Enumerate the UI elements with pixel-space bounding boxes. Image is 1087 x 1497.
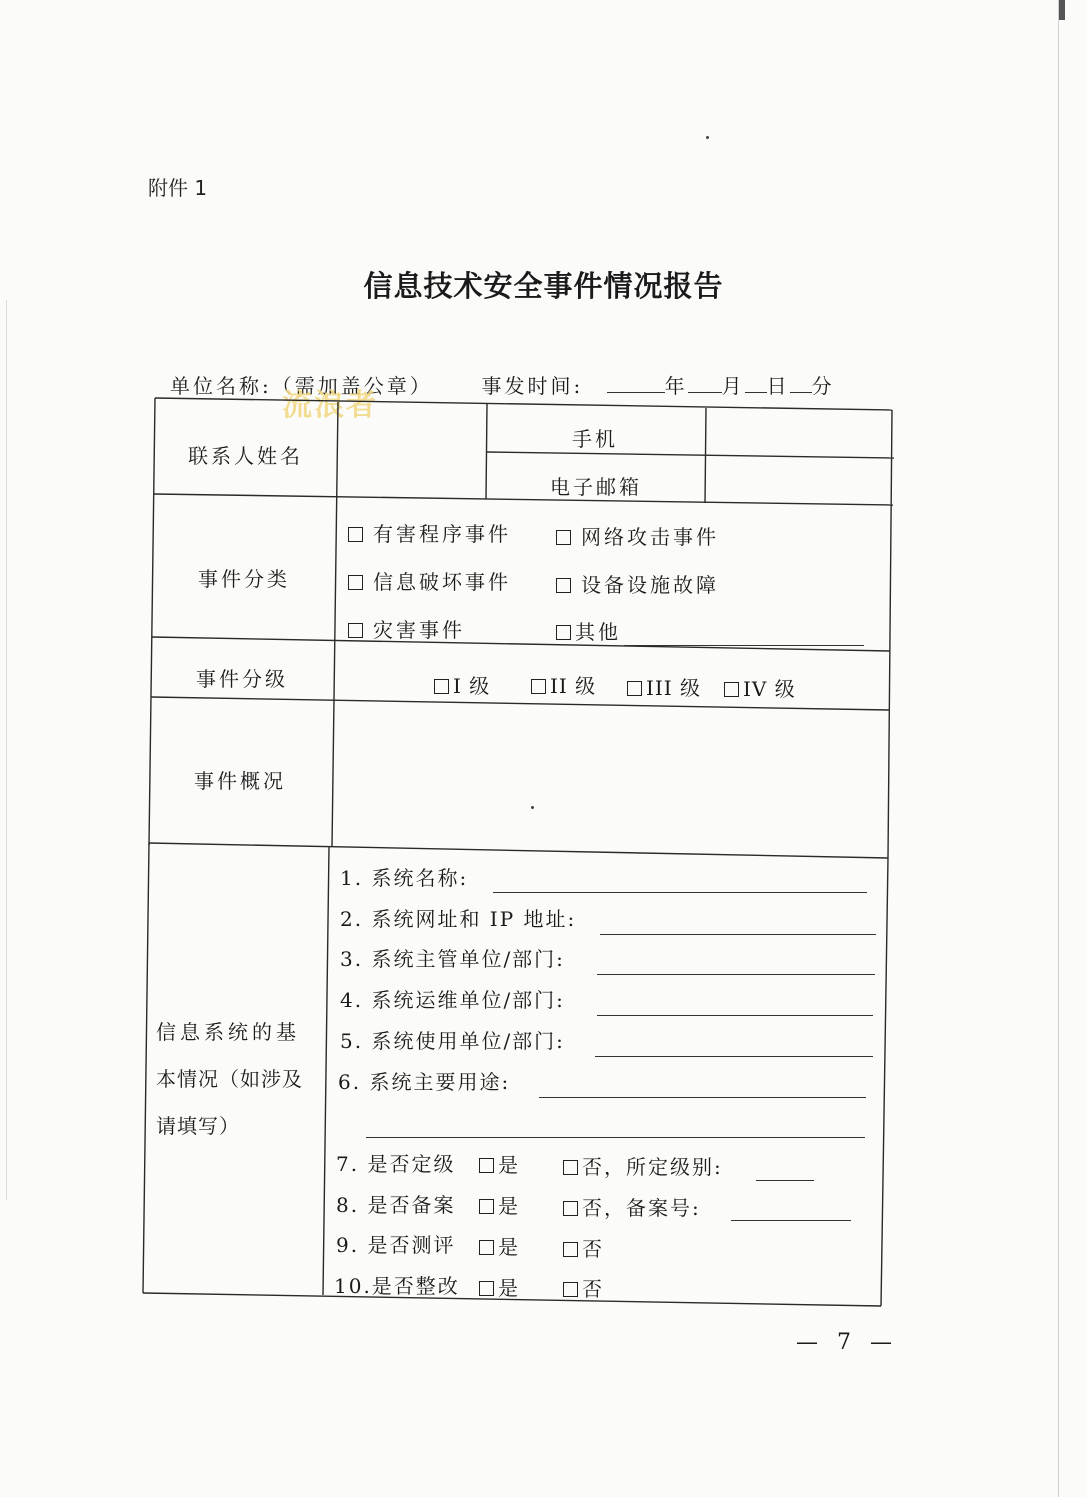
unit-label: 单位名称:（需加盖公章） [170, 374, 433, 398]
checkbox-icon[interactable] [531, 679, 546, 694]
checkbox-icon[interactable] [434, 679, 449, 694]
system-name-blank[interactable] [493, 892, 867, 893]
q8-label: 8. 是否备案 [336, 1193, 456, 1217]
q9-yes[interactable]: 是 [479, 1231, 520, 1260]
q7-level-blank[interactable] [756, 1180, 814, 1181]
checkbox-icon[interactable] [479, 1281, 494, 1296]
checkbox-icon[interactable] [479, 1158, 494, 1173]
category-option-disaster[interactable]: 灾害事件 [348, 614, 465, 643]
category-option-malware[interactable]: 有害程序事件 [348, 518, 511, 547]
checkbox-icon[interactable] [479, 1240, 494, 1255]
page-title: 信息技术安全事件情况报告 [363, 269, 724, 303]
email-label: 电子邮箱 [550, 475, 642, 499]
time-label: 事发时间: [481, 374, 584, 398]
system-item-ops-dept: 4. 系统运维单位/部门: [340, 988, 565, 1012]
checkbox-icon[interactable] [348, 623, 363, 638]
system-label-line-1: 信息系统的基 [156, 1020, 300, 1044]
system-user-blank[interactable] [595, 1056, 873, 1057]
contact-name-label: 联系人姓名 [188, 444, 303, 468]
month-label: 月 [721, 374, 745, 398]
category-option-equipment-failure[interactable]: 设备设施故障 [556, 569, 719, 598]
watermark: 流浪者 [282, 388, 378, 423]
system-item-url-ip: 2. 系统网址和 IP 地址: [340, 907, 577, 931]
checkbox-icon[interactable] [348, 527, 363, 542]
system-label-line-3: 请填写） [156, 1114, 240, 1138]
checkbox-icon[interactable] [556, 578, 571, 593]
checkbox-icon[interactable] [563, 1160, 578, 1175]
checkbox-icon[interactable] [556, 625, 571, 640]
checkbox-icon[interactable] [563, 1282, 578, 1297]
overview-label: 事件概况 [194, 769, 286, 793]
checkbox-icon[interactable] [556, 530, 571, 545]
page-number: — 7 — [796, 1330, 898, 1355]
system-item-owner-dept: 3. 系统主管单位/部门: [340, 947, 565, 971]
checkbox-icon[interactable] [627, 681, 642, 696]
system-purpose-blank-1[interactable] [539, 1097, 866, 1098]
system-item-name: 1. 系统名称: [340, 866, 469, 890]
day-label: 日 [766, 374, 790, 398]
scan-speck [706, 136, 709, 139]
system-label-line-2: 本情况（如涉及 [156, 1067, 303, 1091]
system-item-user-dept: 5. 系统使用单位/部门: [340, 1029, 565, 1053]
phone-label: 手机 [572, 427, 618, 451]
checkbox-icon[interactable] [563, 1201, 578, 1216]
system-url-blank[interactable] [600, 934, 876, 935]
q7-no[interactable]: 否，所定级别: [563, 1151, 723, 1180]
category-option-other[interactable]: 其他 [556, 616, 621, 645]
q8-record-blank[interactable] [731, 1220, 851, 1221]
q7-yes[interactable]: 是 [479, 1149, 520, 1178]
category-label: 事件分类 [198, 567, 290, 591]
checkbox-icon[interactable] [724, 682, 739, 697]
attachment-label: 附件 1 [148, 176, 208, 200]
system-ops-blank[interactable] [597, 1015, 873, 1016]
minute-label: 分 [811, 374, 835, 398]
system-item-purpose: 6. 系统主要用途: [338, 1070, 511, 1094]
level-option-1[interactable]: I 级 [434, 670, 490, 699]
level-option-3[interactable]: III 级 [627, 672, 701, 701]
level-option-2[interactable]: II 级 [531, 670, 596, 699]
q8-no[interactable]: 否，备案号: [563, 1192, 701, 1221]
q8-yes[interactable]: 是 [479, 1190, 520, 1219]
q9-label: 9. 是否测评 [336, 1233, 456, 1257]
checkbox-icon[interactable] [348, 575, 363, 590]
category-option-network-attack[interactable]: 网络攻击事件 [556, 521, 719, 550]
q7-label: 7. 是否定级 [336, 1152, 456, 1176]
q10-yes[interactable]: 是 [479, 1272, 520, 1301]
category-option-info-destruction[interactable]: 信息破坏事件 [348, 566, 511, 595]
scan-speck [531, 806, 534, 809]
checkbox-icon[interactable] [563, 1242, 578, 1257]
level-label: 事件分级 [196, 667, 288, 691]
q9-no[interactable]: 否 [563, 1233, 604, 1262]
other-blank[interactable] [624, 645, 864, 646]
q10-label: 10.是否整改 [334, 1274, 460, 1298]
q10-no[interactable]: 否 [563, 1273, 604, 1302]
level-option-4[interactable]: IV 级 [724, 673, 796, 702]
checkbox-icon[interactable] [479, 1199, 494, 1214]
year-label: 年 [664, 374, 688, 398]
system-owner-blank[interactable] [597, 974, 875, 975]
system-purpose-blank-2[interactable] [366, 1137, 865, 1138]
